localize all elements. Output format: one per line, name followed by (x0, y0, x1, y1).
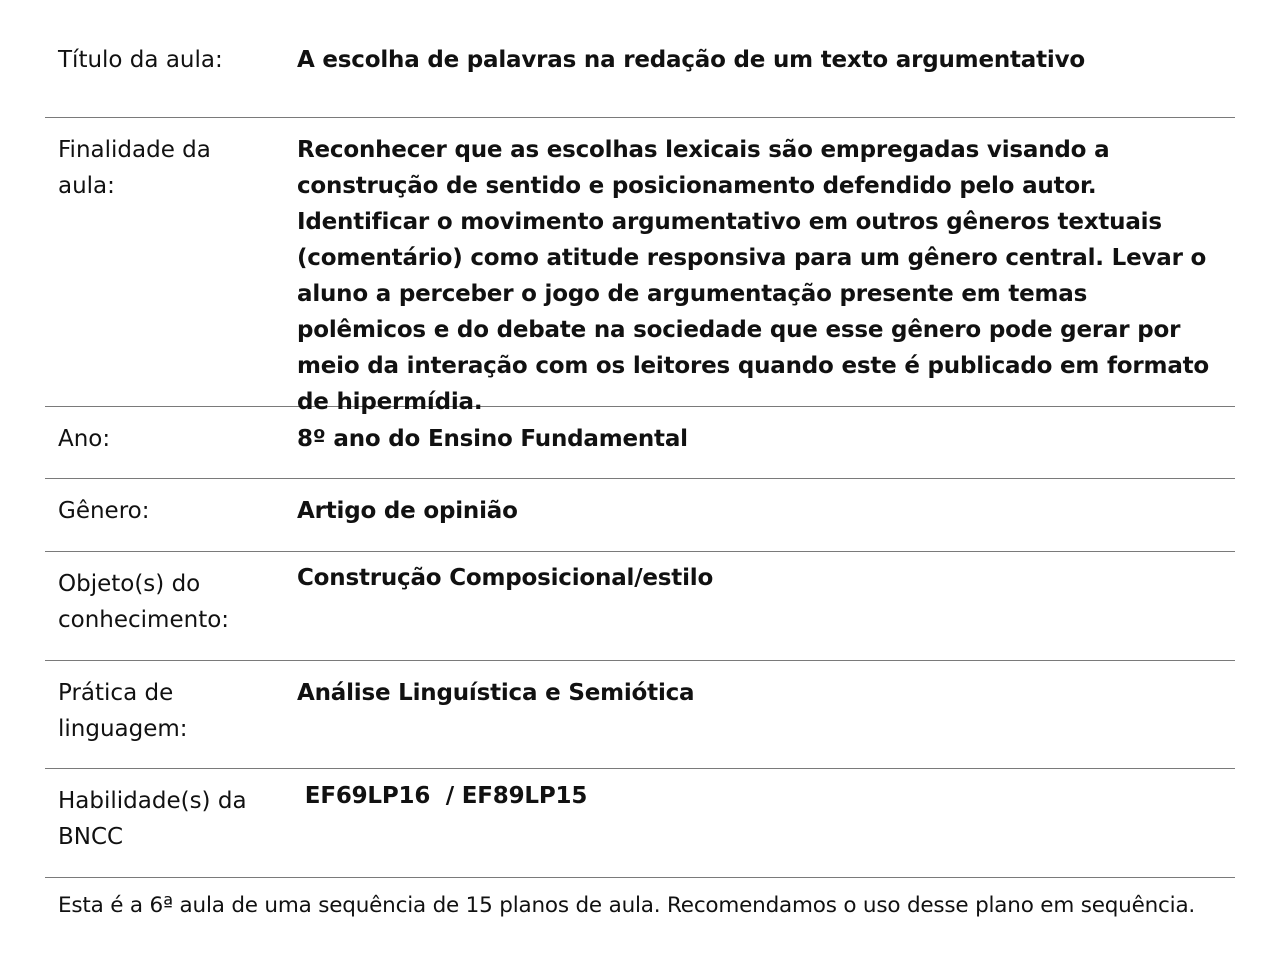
row-genre (45, 479, 1235, 552)
row-title (45, 0, 1235, 118)
row-year (45, 407, 1235, 479)
row-value: A escolha de palavras na redação de um texto argumentativo (297, 47, 1085, 73)
sequence-note: Esta é a 6ª aula de uma sequência de 15 planos de aula. Recomendamos o uso desse plano em sequência. (58, 893, 1196, 918)
row-label: Finalidade da aula: (58, 137, 211, 199)
row-value: 8º ano do Ensino Fundamental (297, 426, 688, 452)
row-knowledge-objects (45, 552, 1235, 661)
row-value: Reconhecer que as escolhas lexicais são empregadas visando a construção de sentido e posicionamento defendido pelo autor. Identificar o movimento argumentativo em outros gêneros textuais (comentário) como atitude responsiva para um gênero central. Levar o aluno a perceber o jogo de argumentação presente em temas polêmicos e do debate na sociedade que esse gênero pode gerar por meio da interação com os leitores quando este é publicado em formato de hipermídia. (297, 137, 1210, 415)
row-label: Prática de linguagem: (58, 680, 188, 742)
row-label: Título da aula: (58, 47, 223, 73)
row-label: Gênero: (58, 498, 150, 524)
row-value: Artigo de opinião (297, 498, 518, 524)
row-label: Ano: (58, 426, 111, 452)
row-purpose (45, 118, 1235, 415)
row-label: Habilidade(s) da BNCC (58, 788, 247, 850)
row-value: Construção Composicional/estilo (297, 565, 714, 591)
row-bncc-skills (45, 769, 1235, 878)
row-value: Análise Linguística e Semiótica (297, 680, 695, 706)
row-value: EF69LP16 / EF89LP15 (297, 783, 588, 809)
row-label: Objeto(s) do conhecimento: (58, 571, 230, 633)
row-language-practice (45, 661, 1235, 769)
